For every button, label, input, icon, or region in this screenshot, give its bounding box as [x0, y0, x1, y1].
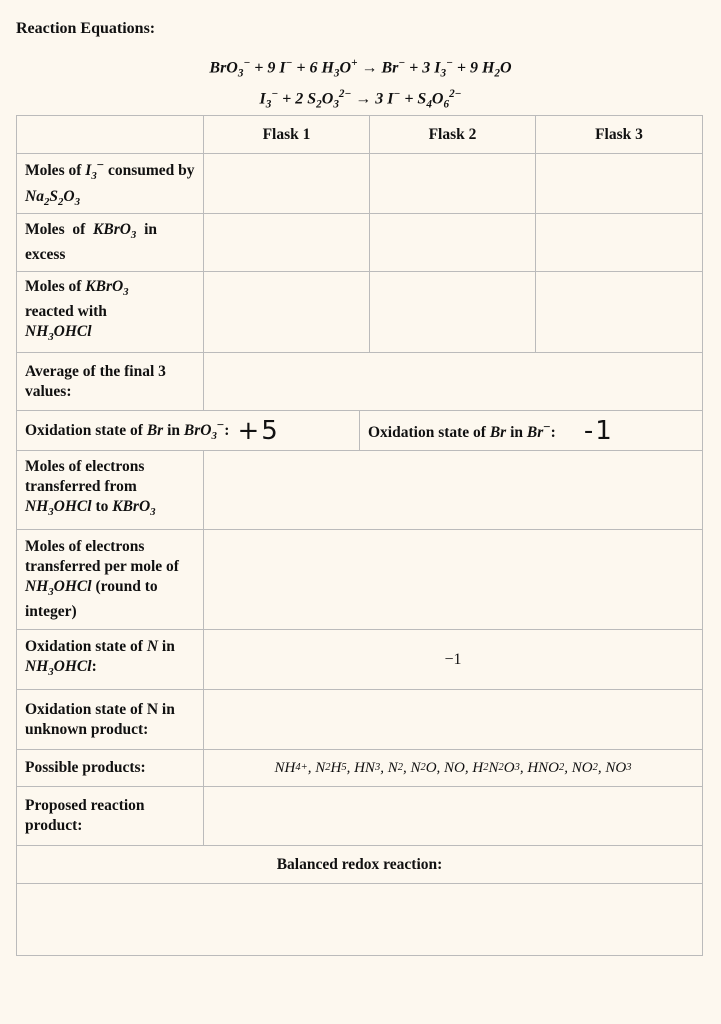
row-label-possible-products: Possible products: [17, 750, 204, 787]
average-value[interactable] [204, 353, 703, 411]
electron-transfer-table [16, 450, 703, 846]
possible-products-value: NH 4 + , N 2 H 5 , HN 3 , N 2 , N 2 O, NO, H 2 N 2 O 3 , HNO 2 , NO 2 , NO 3 [204, 750, 703, 787]
oxidation-n-nh3ohcl-value: −1 [204, 630, 703, 690]
electrons-per-mole-value[interactable] [204, 530, 703, 630]
row-label-proposed-product: Proposed reaction product: [17, 787, 204, 846]
row-label-electrons-transferred: Moles of electrons transferred from $NH_3OHCl$ to KBrO$_3$ [17, 451, 204, 530]
oxidation-n-product-value[interactable] [204, 690, 703, 750]
row-label-moles-i3-consumed: Moles of $I_3^-$ consumed by $Na_2S_2O_3$ [17, 154, 204, 214]
handwritten-br-value: -1 [583, 415, 614, 446]
balanced-reaction-table [16, 845, 703, 956]
flask-2-moles-i3[interactable] [370, 154, 536, 214]
balanced-reaction-title: Balanced redox reaction: [17, 846, 703, 884]
flask-table [16, 115, 703, 411]
flask-1-kbro3-reacted[interactable] [204, 272, 370, 353]
row-label-moles-kbro3-excess: Moles of KBrO$_3$ in excess [17, 214, 204, 272]
flask-2-kbro3-reacted[interactable] [370, 272, 536, 353]
flask-1-kbro3-excess[interactable] [204, 214, 370, 272]
column-header-flask-1: Flask 1 [204, 116, 370, 154]
header-empty-cell [17, 116, 204, 154]
flask-3-kbro3-excess[interactable] [536, 214, 703, 272]
column-header-flask-2: Flask 2 [370, 116, 536, 154]
page-title: Reaction Equations: [16, 20, 156, 37]
row-label-electrons-per-mole: Moles of electrons transferred per mole of $NH_3OHCl$ (round to integer) [17, 530, 204, 630]
reaction-equation-2: $I_3^- + 2$ $S_2O_3^{2-} \to 3$ $I^- + S_4O_6^{2-}$ [259, 88, 462, 111]
handwritten-bro3-value: +5 [237, 415, 280, 446]
flask-1-moles-i3[interactable] [204, 154, 370, 214]
column-header-flask-3: Flask 3 [536, 116, 703, 154]
row-label-average: Average of the final 3 values: [17, 353, 204, 411]
oxidation-state-row [16, 410, 703, 451]
proposed-product-value[interactable] [204, 787, 703, 846]
electrons-transferred-value[interactable] [204, 451, 703, 530]
row-label-moles-kbro3-reacted: Moles of KBrO$_3$ reacted with $NH_3OHCl$ [17, 272, 204, 353]
flask-2-kbro3-excess[interactable] [370, 214, 536, 272]
flask-3-kbro3-reacted[interactable] [536, 272, 703, 353]
flask-3-moles-i3[interactable] [536, 154, 703, 214]
balanced-reaction-answer[interactable] [17, 884, 703, 956]
reaction-equation-1: BrO$_3$− + 9 I− + 6 $H_3O^+ \to Br^- + 3$ $I_3^- + 9$ $H_2O$ [209, 57, 512, 80]
oxidation-state-br-in-br: Oxidation state of Br in Br−: -1 [360, 411, 703, 451]
row-label-oxidation-n-nh3ohcl: Oxidation state of N in $NH_3OHCl$: [17, 630, 204, 690]
oxidation-state-br-in-bro3: Oxidation state of Br in BrO$_3$−: +5 [17, 411, 360, 451]
row-label-oxidation-n-product: Oxidation state of N in unknown product: [17, 690, 204, 750]
